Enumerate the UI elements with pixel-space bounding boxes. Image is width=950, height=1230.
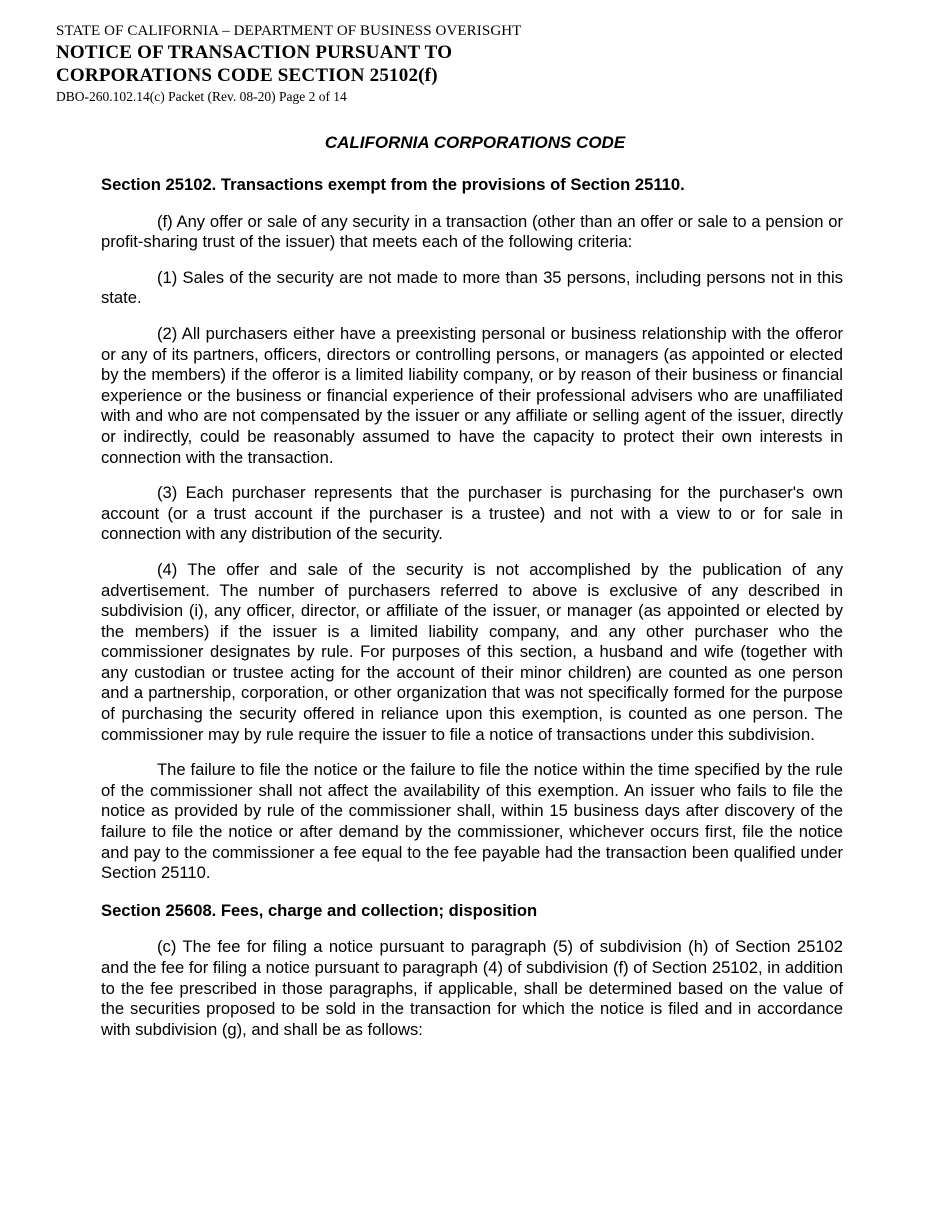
form-header: [56, 22, 521, 106]
paragraph-1: (1) Sales of the security are not made to more than 35 persons, including persons not in this state.: [101, 267, 843, 308]
paragraph-failure-to-file: The failure to file the notice or the failure to file the notice within the time specified by the rule of the commissioner shall not affect the availability of this exemption. An issuer who fails to file the notice as provided by rule of the commissioner shall, within 15 business days after discovery of the failure to file the notice or after demand by the commissioner, whichever occurs first, file the notice and pay to the commissioner a fee equal to the fee payable had the transaction been qualified under Section 25110.: [101, 760, 843, 883]
paragraph-2: (2) All purchasers either have a preexisting personal or business relationship with the offeror or any of its partners, officers, directors or controlling persons, or managers (as appointed or elected by the members) if the offeror is a limited liability company, or by reason of their business or financial experience or the business or financial experience of their professional advisers who are unaffiliated with and who are not compensated by the issuer or any affiliate or selling agent of the issuer, directly or indirectly, could be reasonably assumed to have the capacity to protect their own interests in connection with the transaction.: [101, 323, 843, 467]
paragraph-4: (4) The offer and sale of the security is not accomplished by the publication of any advertisement. The number of purchasers referred to above is exclusive of any described in subdivision (i), any officer, director, or affiliate of the issuer, or manager (as appointed or elected by the members) if the issuer is a limited liability company, and any other purchaser who the commissioner designates by rule. For purposes of this section, a husband and wife (together with any custodian or trustee acting for the account of their minor children) are counted as one person and a partnership, corporation, or other organization that was not specifically formed for the purpose of purchasing the security offered in reliance upon this exemption, is counted as one person. The commissioner may by rule require the issuer to file a notice of transactions under this subdivision.: [101, 559, 843, 744]
agency-name: STATE OF CALIFORNIA – DEPARTMENT OF BUSINESS OVERISGHT: [56, 23, 522, 39]
section-25102-heading: Section 25102. Transactions exempt from the provisions of Section 25110.: [101, 175, 685, 194]
paragraph-f: (f) Any offer or sale of any security in a transaction (other than an offer or sale to a pension or profit-sharing trust of the issuer) that meets each of the following criteria:: [101, 211, 843, 252]
document-body: [101, 175, 843, 1040]
form-number-page-info: DBO-260.102.14(c) Packet (Rev. 08-20) Page 2 of 14: [56, 89, 347, 104]
form-title-line-2: CORPORATIONS CODE SECTION 25102(f): [56, 65, 438, 86]
document-title: CALIFORNIA CORPORATIONS CODE: [324, 133, 626, 152]
section-25608-heading: Section 25608. Fees, charge and collection; disposition: [101, 900, 538, 920]
paragraph-c: (c) The fee for filing a notice pursuant to paragraph (5) of subdivision (h) of Section 25102 and the fee for filing a notice pursuant to paragraph (4) of subdivision (f) of Section 25102, in addition to the fee prescribed in those paragraphs, if applicable, shall be determined based on the value of the securities proposed to be sold in the transaction for which the notice is filed and in accordance with subdivision (g), and shall be as follows:: [101, 937, 843, 1039]
paragraph-3: (3) Each purchaser represents that the purchaser is purchasing for the purchaser's own account (or a trust account if the purchaser is a trustee) and not with a view to or for sale in connection with any distribution of the security.: [101, 483, 843, 544]
form-title-line-1: NOTICE OF TRANSACTION PURSUANT TO: [56, 42, 453, 63]
